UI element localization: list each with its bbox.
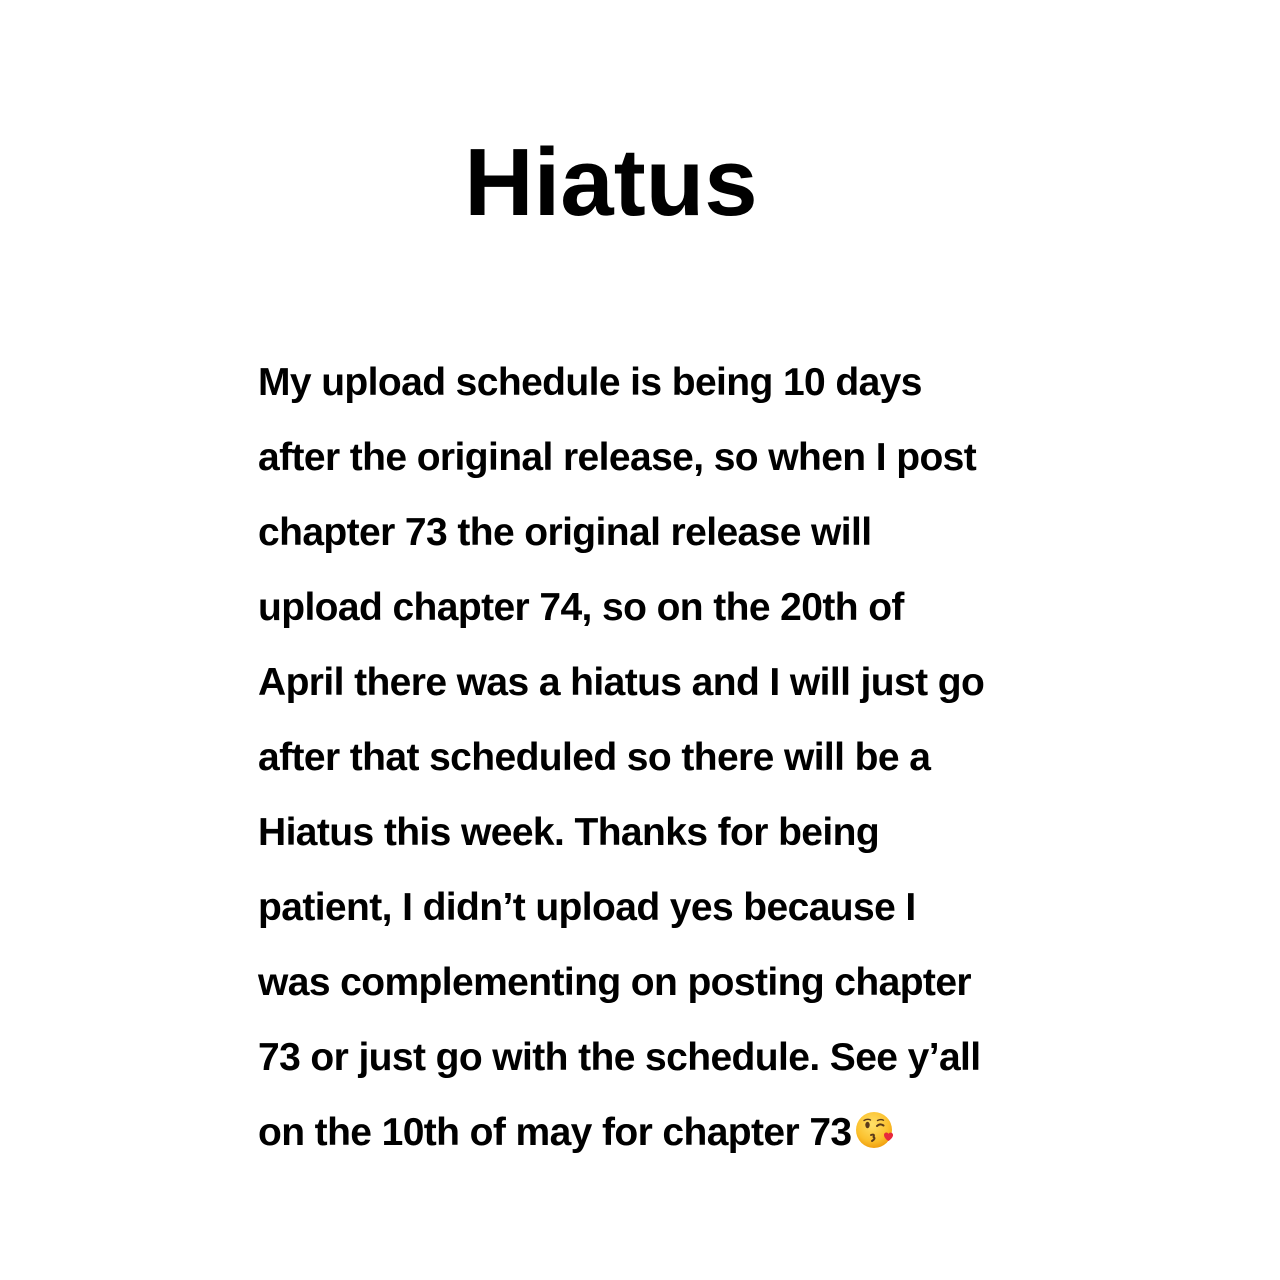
body-line-10: 73 or just go with the schedule. See y’all	[258, 1036, 981, 1079]
body-line-1: My upload schedule is being 10 days	[258, 361, 922, 404]
face-blowing-a-kiss-icon	[854, 1109, 896, 1151]
body-line-9: was complementing on posting chapter	[258, 961, 971, 1004]
body-line-11-text: on the 10th of may for chapter 73	[258, 1111, 852, 1154]
body-line-2: after the original release, so when I post	[258, 436, 977, 479]
body-line-6: after that scheduled so there will be a	[258, 736, 931, 779]
page-title: Hiatus	[464, 129, 758, 236]
body-line-4: upload chapter 74, so on the 20th of	[258, 586, 904, 629]
body-line-5: April there was a hiatus and I will just go	[258, 661, 985, 704]
body-line-3: chapter 73 the original release will	[258, 511, 872, 554]
announcement-body	[258, 345, 1058, 1170]
body-line-7: Hiatus this week. Thanks for being	[258, 811, 880, 854]
body-line-8: patient, I didn’t upload yes because I	[258, 886, 916, 929]
body-line-11	[258, 1095, 1058, 1170]
